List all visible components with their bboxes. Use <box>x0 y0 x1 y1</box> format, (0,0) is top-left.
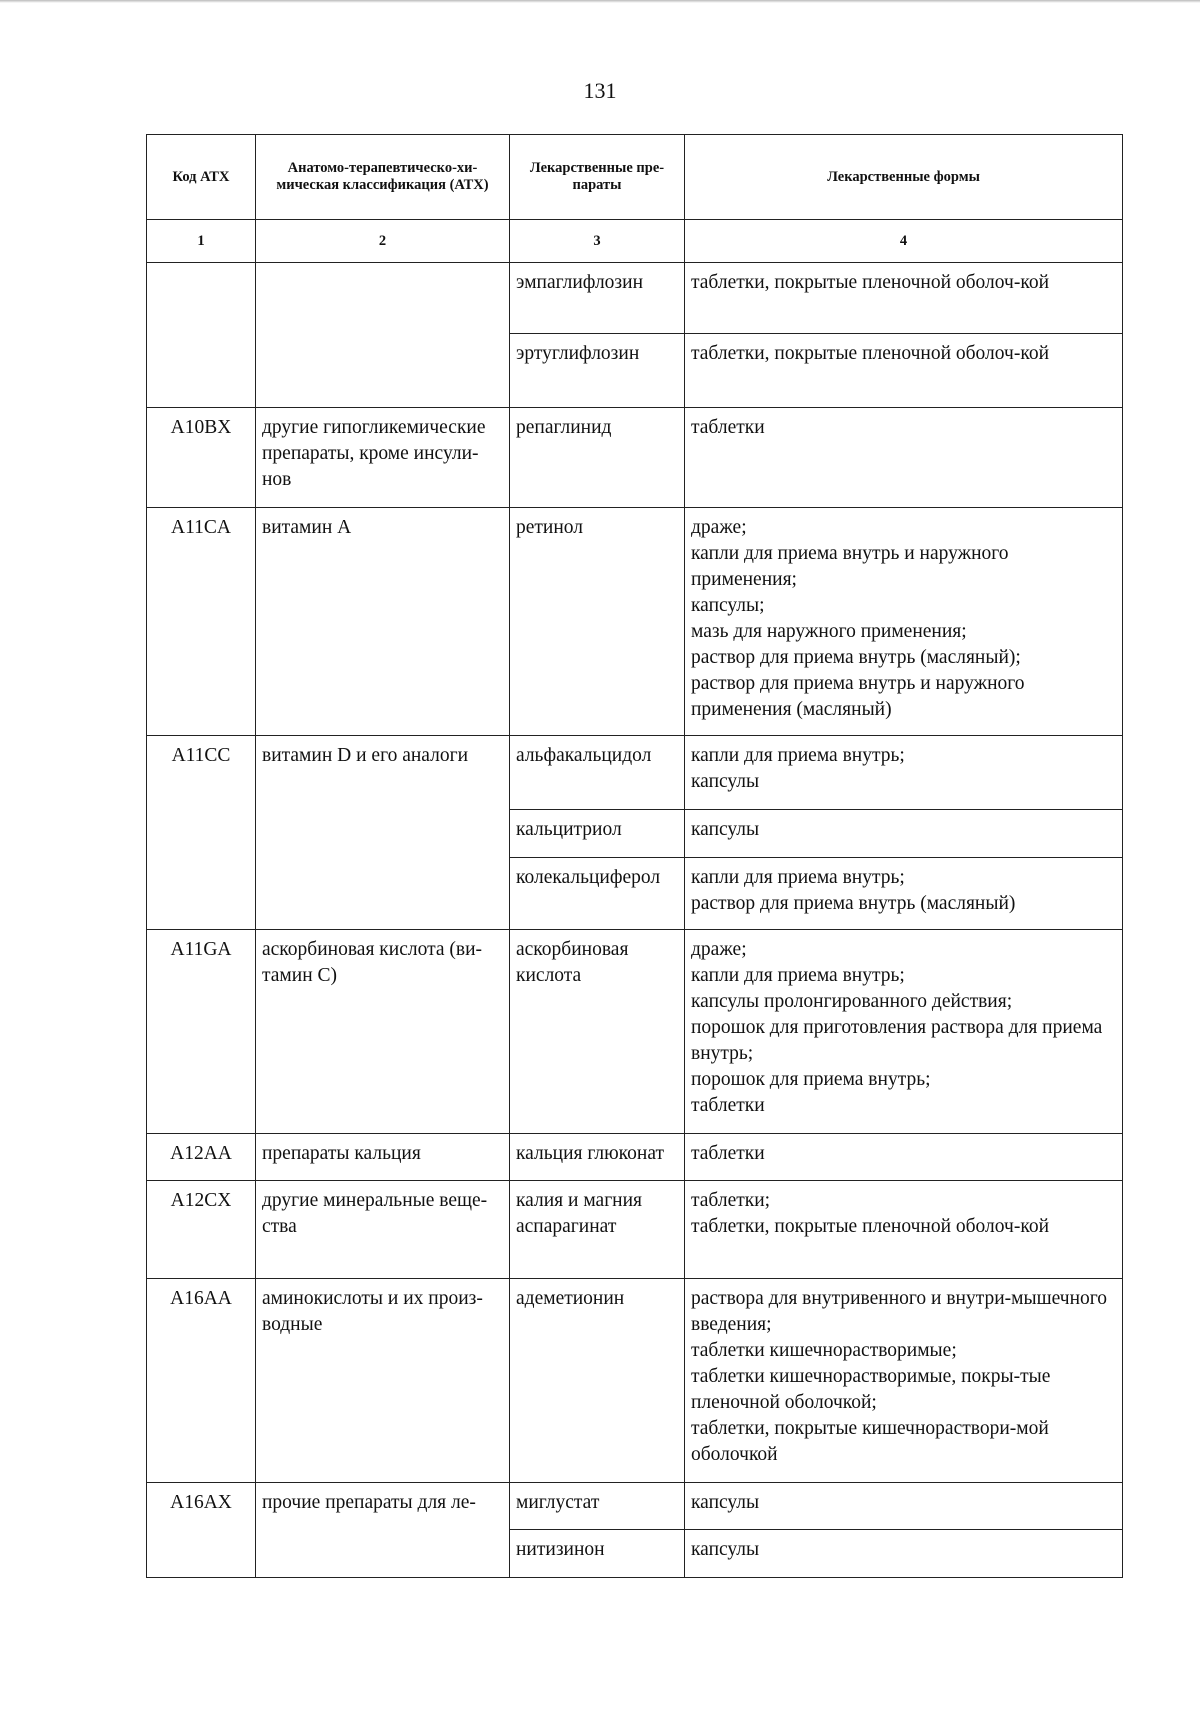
dosage-form: таблетки <box>691 1143 765 1164</box>
header-code: Код АТХ <box>147 135 256 220</box>
dosage-form: таблетки кишечнорастворимые; <box>691 1340 957 1361</box>
table-row <box>147 736 1123 810</box>
dosage-form: порошок для приема внутрь; <box>691 1069 931 1090</box>
column-number: 4 <box>685 220 1123 263</box>
drug-name: репаглинид <box>510 408 685 508</box>
atx-code: A12CX <box>147 1181 256 1279</box>
drug-name: эртуглифлозин <box>510 334 685 408</box>
dosage-forms <box>685 1530 1123 1578</box>
drug-name: адеметионин <box>510 1279 685 1483</box>
dosage-form: таблетки кишечнорастворимые, покры-тые пленочной оболочкой; <box>691 1366 1051 1413</box>
drug-name: кальция глюконат <box>510 1134 685 1181</box>
dosage-forms <box>685 408 1123 508</box>
drug-name: нитизинон <box>510 1530 685 1578</box>
drug-name: эмпаглифлозин <box>510 263 685 334</box>
atx-classification: другие минеральные веще-ства <box>256 1181 510 1279</box>
dosage-form: раствор для приема внутрь (масляный); <box>691 647 1021 668</box>
scan-edge <box>0 0 1200 3</box>
atx-code: A10BX <box>147 408 256 508</box>
dosage-form: раствор для приема внутрь и наружного применения (масляный) <box>691 673 1025 720</box>
atx-code: A16AA <box>147 1279 256 1483</box>
dosage-form: раствора для внутривенного и внутри-мышечного введения; <box>691 1288 1108 1335</box>
column-number: 3 <box>510 220 685 263</box>
drug-name: миглустат <box>510 1483 685 1530</box>
dosage-form: капли для приема внутрь; <box>691 867 905 888</box>
dosage-form: драже; <box>691 517 747 538</box>
dosage-form: капли для приема внутрь и наружного применения; <box>691 543 1009 590</box>
dosage-form: капсулы <box>691 1539 760 1560</box>
atx-code: A11GA <box>147 930 256 1134</box>
atx-classification: препараты кальция <box>256 1134 510 1181</box>
table-row <box>147 1134 1123 1181</box>
dosage-form: капсулы <box>691 819 760 840</box>
dosage-forms <box>685 810 1123 858</box>
drug-name: аскорбиновая кислота <box>510 930 685 1134</box>
drug-name: калия и магния аспарагинат <box>510 1181 685 1279</box>
table-row <box>147 408 1123 508</box>
dosage-form: таблетки; <box>691 1190 771 1211</box>
drug-name: альфакальцидол <box>510 736 685 810</box>
dosage-forms <box>685 1483 1123 1530</box>
dosage-forms <box>685 736 1123 810</box>
atx-classification: прочие препараты для ле- <box>256 1483 510 1578</box>
dosage-form: порошок для приготовления раствора для приема внутрь; <box>691 1017 1103 1064</box>
dosage-form: таблетки <box>691 417 765 438</box>
dosage-form: таблетки <box>691 1095 765 1116</box>
atx-code: A11CC <box>147 736 256 930</box>
dosage-form: таблетки, покрытые пленочной оболоч-кой <box>691 343 1049 364</box>
dosage-form: таблетки, покрытые пленочной оболоч-кой <box>691 272 1049 293</box>
atx-classification: другие гипогликемические препараты, кроме инсули-нов <box>256 408 510 508</box>
dosage-form: драже; <box>691 939 747 960</box>
atx-classification: витамин А <box>256 508 510 736</box>
dosage-forms <box>685 263 1123 334</box>
drug-name: ретинол <box>510 508 685 736</box>
dosage-form: капсулы; <box>691 595 765 616</box>
atx-code: A11CA <box>147 508 256 736</box>
atx-code <box>147 263 256 408</box>
dosage-form: капсулы пролонгированного действия; <box>691 991 1013 1012</box>
drug-name: кальцитриол <box>510 810 685 858</box>
table-row <box>147 930 1123 1134</box>
dosage-form: раствор для приема внутрь (масляный) <box>691 893 1016 914</box>
dosage-forms <box>685 1134 1123 1181</box>
atx-classification: витамин D и его аналоги <box>256 736 510 930</box>
atx-code: A16AX <box>147 1483 256 1578</box>
header-forms: Лекарственные формы <box>685 135 1123 220</box>
dosage-forms <box>685 930 1123 1134</box>
dosage-form: капли для приема внутрь; <box>691 745 905 766</box>
dosage-form: капсулы <box>691 1492 760 1513</box>
atx-classification <box>256 263 510 408</box>
atx-classification: аскорбиновая кислота (ви-тамин С) <box>256 930 510 1134</box>
dosage-forms <box>685 508 1123 736</box>
drug-name: колекальциферол <box>510 858 685 930</box>
dosage-form: таблетки, покрытые кишечнораствори-мой оболочкой <box>691 1418 1049 1465</box>
table-row <box>147 1181 1123 1279</box>
dosage-form: таблетки, покрытые пленочной оболоч-кой <box>691 1216 1049 1237</box>
dosage-form: капли для приема внутрь; <box>691 965 905 986</box>
dosage-forms <box>685 1279 1123 1483</box>
dosage-forms <box>685 858 1123 930</box>
atx-code: A12AA <box>147 1134 256 1181</box>
dosage-form: мазь для наружного применения; <box>691 621 967 642</box>
table-row <box>147 508 1123 736</box>
column-number: 2 <box>256 220 510 263</box>
atx-classification: аминокислоты и их произ-водные <box>256 1279 510 1483</box>
table-row <box>147 1279 1123 1483</box>
atx-table <box>146 134 1123 1578</box>
table-row <box>147 263 1123 334</box>
dosage-form: капсулы <box>691 771 760 792</box>
dosage-forms <box>685 334 1123 408</box>
header-drugs: Лекарственные пре-параты <box>510 135 685 220</box>
dosage-forms <box>685 1181 1123 1279</box>
column-number: 1 <box>147 220 256 263</box>
header-classification: Анатомо-терапевтическо-хи-мическая классификация (АТХ) <box>256 135 510 220</box>
table-row <box>147 1483 1123 1530</box>
page-number: 131 <box>583 78 617 103</box>
